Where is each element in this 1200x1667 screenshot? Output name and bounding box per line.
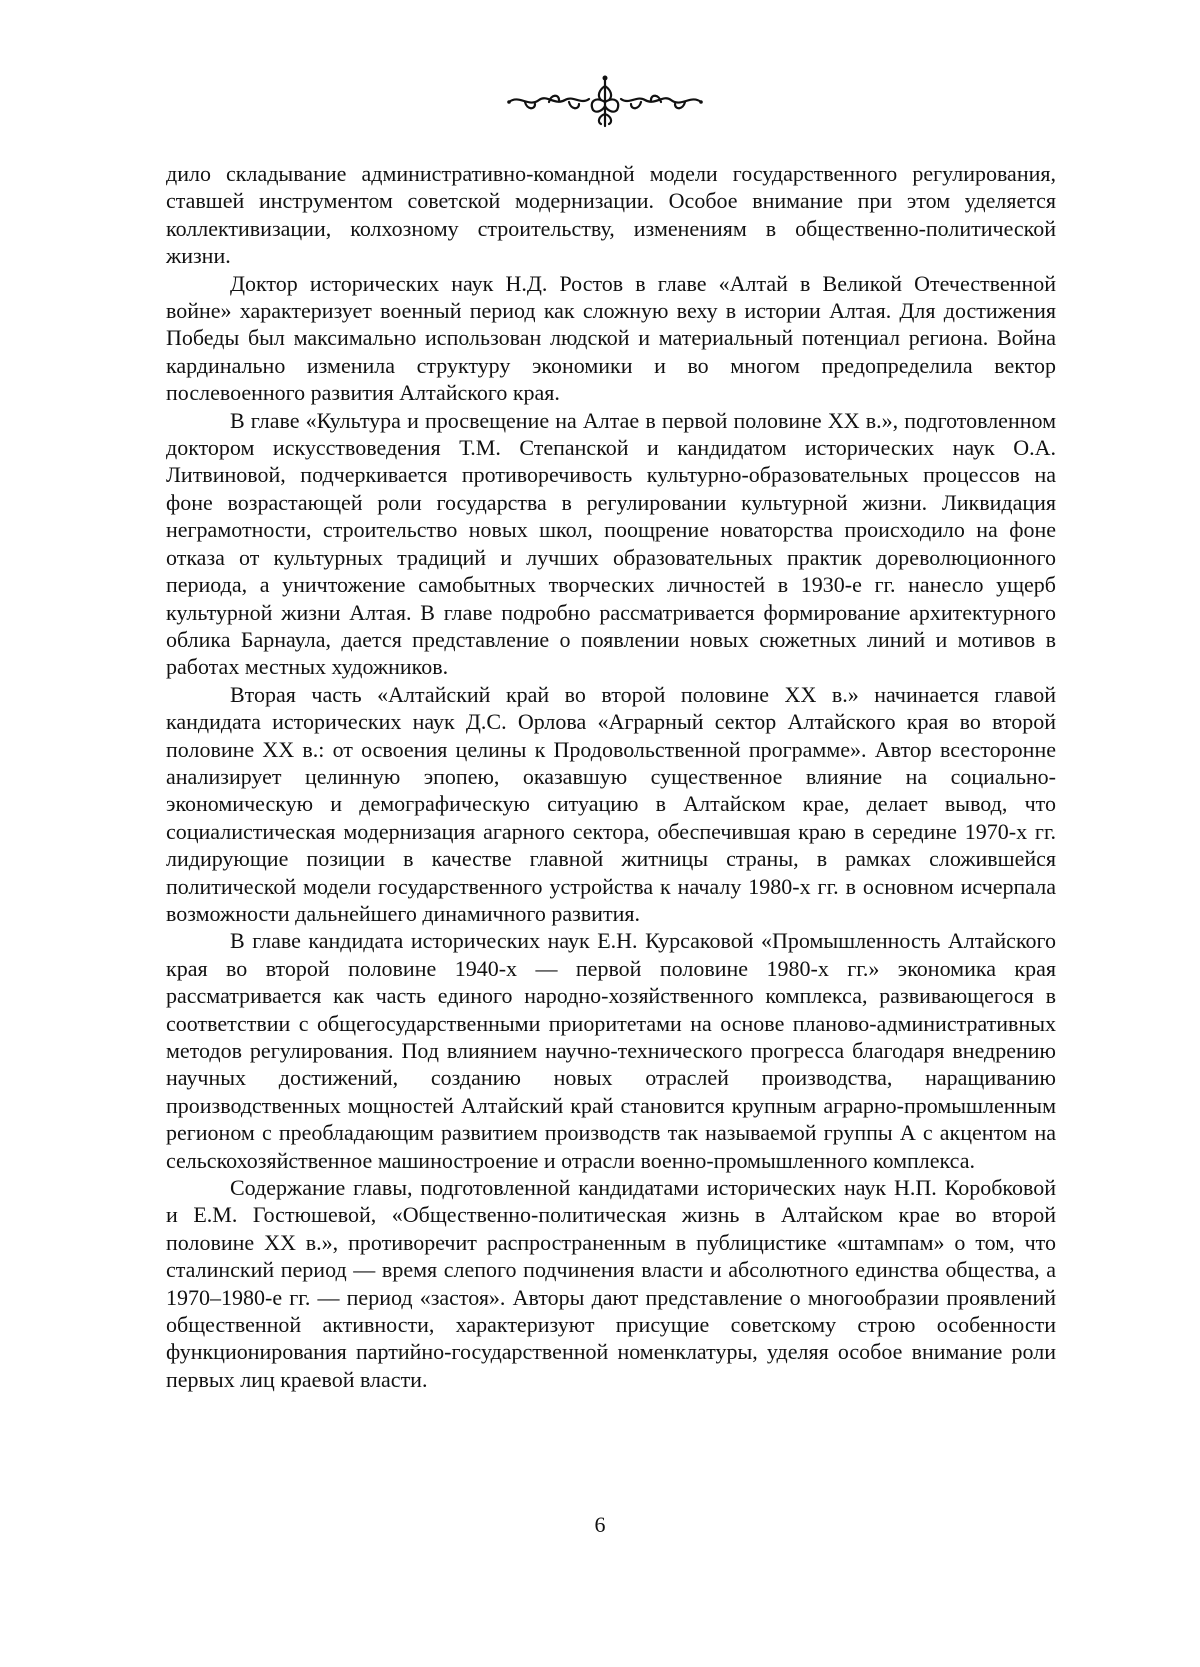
floral-divider-icon	[505, 72, 705, 130]
paragraph-political-chapter: Содержание главы, подготовленной кандидатами исторических наук Н.П. Коробковой и Е.М. Гостюшевой, «Общественно-политическая жизнь в Алтайском крае во второй половине XX в.», противоречит распространенным в публицистике «штампам» о том, что сталинский период — время слепого подчинения власти и абсолютного единства общества, а 1970–1980-е гг. — период «застоя». Авторы дают представление о многообразии проявлений общественной активности, характеризуют присущие советскому строю особенности функционирования партийно-государственной номенклатуры, уделяя особое внимание роли первых лиц краевой власти.	[166, 1174, 1056, 1393]
page-number: 6	[0, 1512, 1200, 1538]
paragraph-culture-chapter: В главе «Культура и просвещение на Алтае в первой половине XX в.», подготовленном доктором искусствоведения Т.М. Степанской и кандидатом исторических наук О.А. Литвиновой, подчеркивается противоречивость культурно-образовательных процессов на фоне возрастающей роли государства в регулировании культурной жизни. Ликвидация неграмотности, строительство новых школ, поощрение новаторства происходило на фоне отказа от культурных традиций и лучших образовательных практик дореволюционного периода, а уничтожение самобытных творческих личностей в 1930-е гг. нанесло ущерб культурной жизни Алтая. В главе подробно рассматривается формирование архитектурного облика Барнаула, дается представление о появлении новых сюжетных линий и мотивов в работах местных художников.	[166, 407, 1056, 681]
body-text	[166, 160, 1056, 1393]
paragraph-rostov-chapter: Доктор исторических наук Н.Д. Ростов в главе «Алтай в Великой Отечественной войне» характеризует военный период как сложную веху в истории Алтая. Для достижения Победы был максимально использован людской и материальный потенциал региона. Война кардинально изменила структуру экономики и во многом предопределила вектор послевоенного развития Алтайского края.	[166, 270, 1056, 407]
paragraph-industry-chapter: В главе кандидата исторических наук Е.Н. Курсаковой «Промышленность Алтайского края во второй половине 1940-х — первой половине 1980-х гг.» экономика края рассматривается как часть единого народно-хозяйственного комплекса, развивающегося в соответствии с общегосударственными приоритетами на основе планово-административных методов регулирования. Под влиянием научно-технического прогресса благодаря внедрению научных достижений, созданию новых отраслей производства, наращиванию производственных мощностей Алтайский край становится крупным аграрно-промышленным регионом с преобладающим развитием производств так называемой группы А с акцентом на сельскохозяйственное машиностроение и отрасли военно-промышленного комплекса.	[166, 927, 1056, 1174]
paragraph-agrarian-chapter: Вторая часть «Алтайский край во второй половине XX в.» начинается главой кандидата исторических наук Д.С. Орлова «Аграрный сектор Алтайского края во второй половине XX в.: от освоения целины к Продовольственной программе». Автор всесторонне анализирует целинную эпопею, оказавшую существенное влияние на социально-экономическую и демографическую ситуацию в Алтайском крае, делает вывод, что социалистическая модернизация агарного сектора, обеспечившая краю в середине 1970-х гг. лидирующие позиции в качестве главной житницы страны, в рамках сложившейся политической модели государственного устройства к началу 1980-х гг. в основном исчерпала возможности дальнейшего динамичного развития.	[166, 681, 1056, 928]
paragraph-continuation: дило складывание административно-командной модели государственного регулирования, ставшей инструментом советской модернизации. Особое внимание при этом уделяется коллективизации, колхозному строительству, изменениям в общественно-политической жизни.	[166, 160, 1056, 270]
